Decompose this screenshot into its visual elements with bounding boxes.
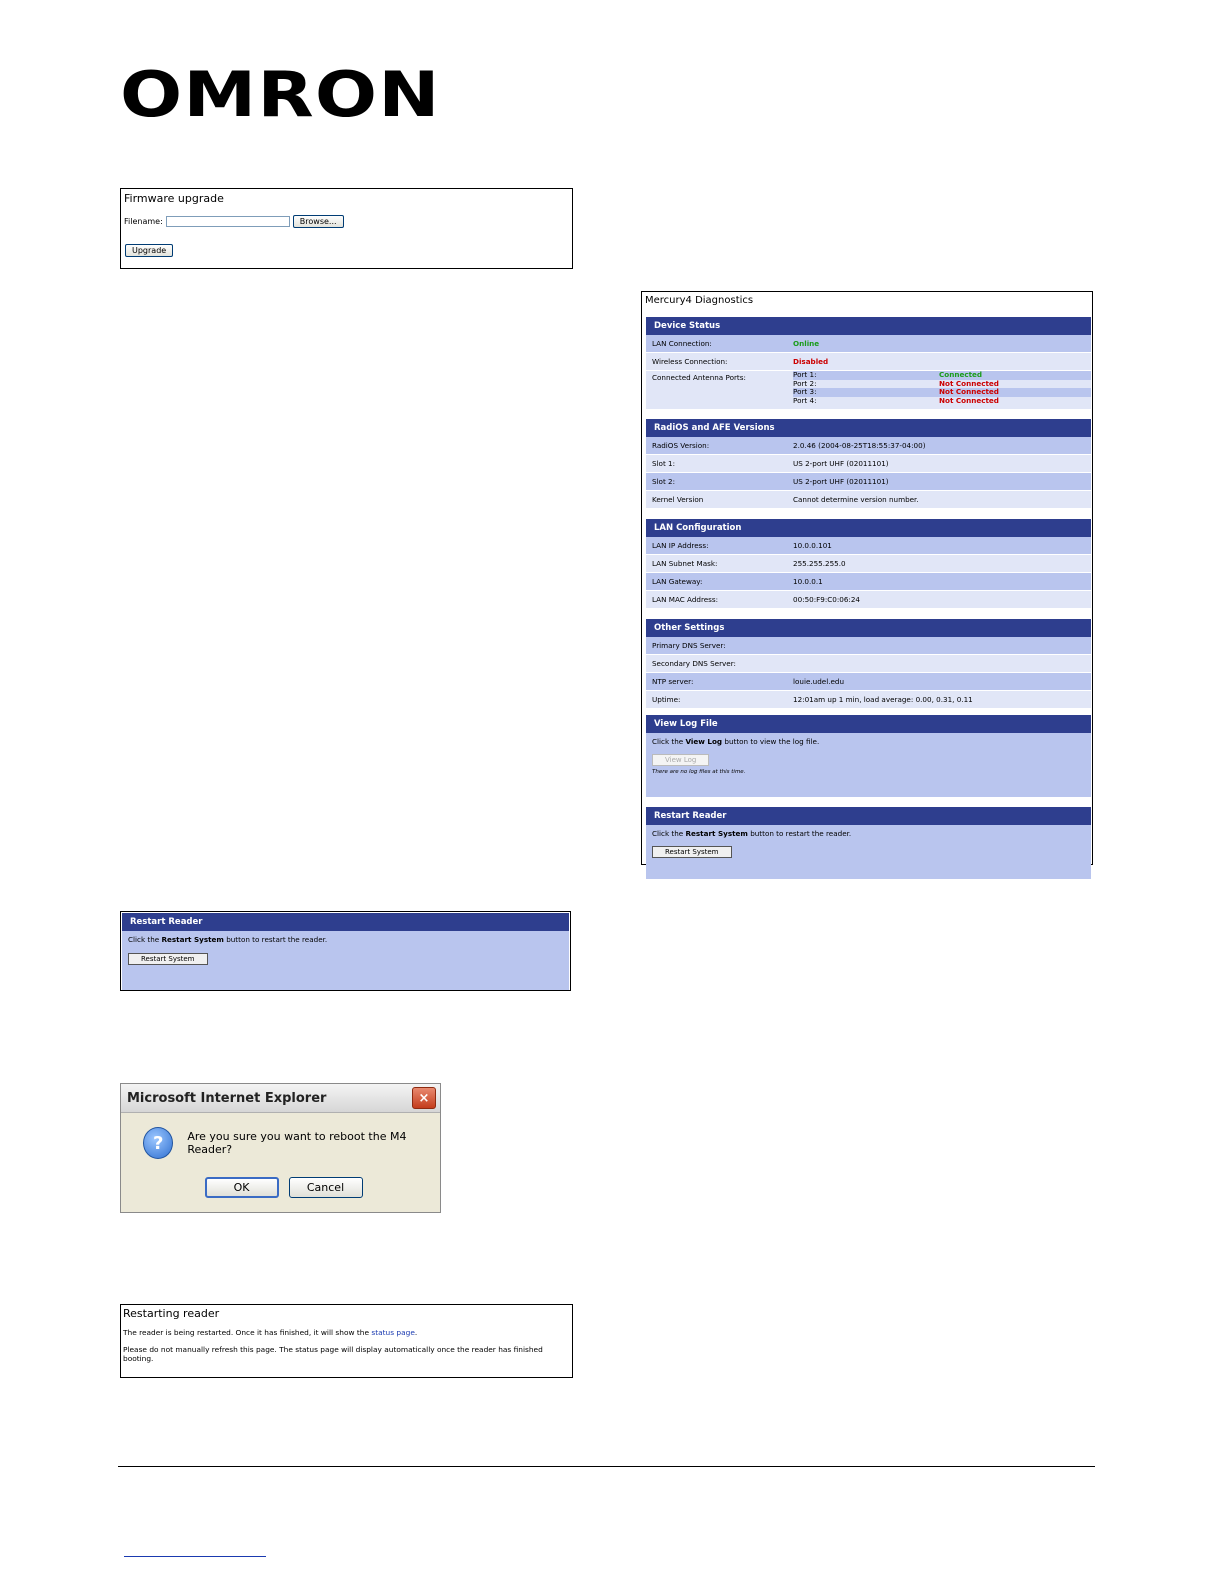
- lan-value: 10.0.0.101: [793, 541, 832, 550]
- footer-link-underline: [124, 1556, 266, 1557]
- omron-logo: OMRON: [120, 58, 441, 131]
- restart-reader-body: [122, 931, 569, 990]
- wireless-connection-row: [646, 353, 1091, 371]
- restart-system-button[interactable]: Restart System: [652, 846, 732, 858]
- other-row: [646, 673, 1091, 691]
- view-log-instructions: Click the View Log button to view the log file.: [652, 737, 820, 746]
- version-value: Cannot determine version number.: [793, 495, 919, 504]
- version-label: Slot 1:: [652, 459, 676, 468]
- version-row: [646, 473, 1091, 491]
- other-label: Uptime:: [652, 695, 681, 704]
- version-value: US 2-port UHF (02011101): [793, 459, 889, 468]
- firmware-upgrade-panel: [120, 188, 573, 269]
- question-icon: ?: [143, 1127, 173, 1159]
- restart-reader-header: Restart Reader: [122, 913, 569, 931]
- port-name: Port 1:: [793, 370, 817, 379]
- filename-input[interactable]: [166, 216, 290, 227]
- diagnostics-title: Mercury4 Diagnostics: [645, 295, 754, 306]
- view-log-header: View Log File: [646, 715, 1091, 733]
- lan-value: 255.255.255.0: [793, 559, 846, 568]
- lan-config-header: LAN Configuration: [646, 519, 1091, 537]
- lan-connection-label: LAN Connection:: [652, 339, 712, 348]
- lan-row: [646, 555, 1091, 573]
- version-row: [646, 491, 1091, 509]
- other-row: [646, 655, 1091, 673]
- other-label: NTP server:: [652, 677, 694, 686]
- port-name: Port 2:: [793, 378, 817, 388]
- port-name: Port 3:: [793, 387, 817, 396]
- wireless-connection-value: Disabled: [793, 357, 829, 366]
- other-value: louie.udel.edu: [793, 677, 845, 686]
- close-icon[interactable]: ×: [412, 1087, 436, 1109]
- restart-reader-body: [646, 825, 1091, 879]
- version-value: 2.0.46 (2004-08-25T18:55:37-04:00): [793, 441, 926, 450]
- restart-reader-header: Restart Reader: [646, 807, 1091, 825]
- other-label: Secondary DNS Server:: [652, 659, 736, 668]
- antenna-ports-row: [646, 371, 1091, 409]
- restart-instructions: Click the Restart System button to restart the reader.: [652, 829, 852, 838]
- version-row: [646, 437, 1091, 455]
- ok-button[interactable]: OK: [205, 1177, 279, 1198]
- lan-row: [646, 573, 1091, 591]
- port-row: [793, 397, 1091, 406]
- restart-system-button[interactable]: Restart System: [128, 953, 208, 965]
- lan-label: LAN Subnet Mask:: [652, 559, 718, 568]
- lan-row: [646, 537, 1091, 555]
- firmware-title: Firmware upgrade: [124, 192, 224, 205]
- port-status: Not Connected: [939, 395, 999, 405]
- lan-label: LAN Gateway:: [652, 577, 703, 586]
- port-status: Not Connected: [939, 387, 999, 396]
- restart-reader-panel: [120, 911, 571, 991]
- version-value: US 2-port UHF (02011101): [793, 477, 889, 486]
- view-log-button[interactable]: View Log: [652, 754, 709, 766]
- other-row: [646, 691, 1091, 709]
- port-name: Port 4:: [793, 395, 817, 405]
- version-label: Slot 2:: [652, 477, 676, 486]
- view-log-body: [646, 733, 1091, 797]
- version-label: RadiOS Version:: [652, 441, 710, 450]
- versions-header: RadiOS and AFE Versions: [646, 419, 1091, 437]
- port-status: Not Connected: [939, 378, 999, 388]
- restarting-line2: Please do not manually refresh this page. The status page will display automatically once the reader has finished booting.: [123, 1345, 543, 1363]
- lan-value: 10.0.0.1: [793, 577, 823, 586]
- footer-divider: [118, 1466, 1095, 1467]
- other-value: 12:01am up 1 min, load average: 0.00, 0.31, 0.11: [793, 695, 973, 704]
- other-settings-header: Other Settings: [646, 619, 1091, 637]
- cancel-button[interactable]: Cancel: [289, 1177, 363, 1198]
- restarting-title: Restarting reader: [123, 1307, 220, 1320]
- other-value: [793, 655, 1091, 672]
- restart-instructions: Click the Restart System button to restart the reader.: [128, 935, 328, 944]
- lan-label: LAN MAC Address:: [652, 595, 719, 604]
- confirm-dialog: [120, 1083, 441, 1213]
- version-label: Kernel Version: [652, 495, 704, 504]
- restarting-panel: [120, 1304, 573, 1378]
- dialog-title: Microsoft Internet Explorer: [127, 1090, 327, 1106]
- no-log-note: There are no log files at this time.: [652, 769, 746, 775]
- device-status-header: Device Status: [646, 317, 1091, 335]
- browse-button[interactable]: Browse...: [293, 215, 344, 228]
- diagnostics-panel: [641, 291, 1093, 865]
- dialog-titlebar: [121, 1084, 440, 1113]
- wireless-connection-label: Wireless Connection:: [652, 357, 728, 366]
- antenna-ports-label: Connected Antenna Ports:: [652, 373, 746, 382]
- lan-value: 00:50:F9:C0:06:24: [793, 595, 860, 604]
- port-status: Connected: [939, 370, 983, 379]
- other-row: [646, 637, 1091, 655]
- status-page-link[interactable]: status page: [371, 1328, 415, 1337]
- version-row: [646, 455, 1091, 473]
- restarting-line1: The reader is being restarted. Once it has finished, it will show the status page.: [123, 1328, 418, 1337]
- lan-connection-row: [646, 335, 1091, 353]
- lan-row: [646, 591, 1091, 609]
- other-label: Primary DNS Server:: [652, 641, 726, 650]
- upgrade-button[interactable]: Upgrade: [125, 244, 173, 257]
- filename-label: Filename:: [124, 217, 163, 226]
- other-value: [793, 637, 1091, 654]
- dialog-message: Are you sure you want to reboot the M4 Reader?: [187, 1130, 407, 1156]
- lan-label: LAN IP Address:: [652, 541, 709, 550]
- lan-connection-value: Online: [793, 339, 820, 348]
